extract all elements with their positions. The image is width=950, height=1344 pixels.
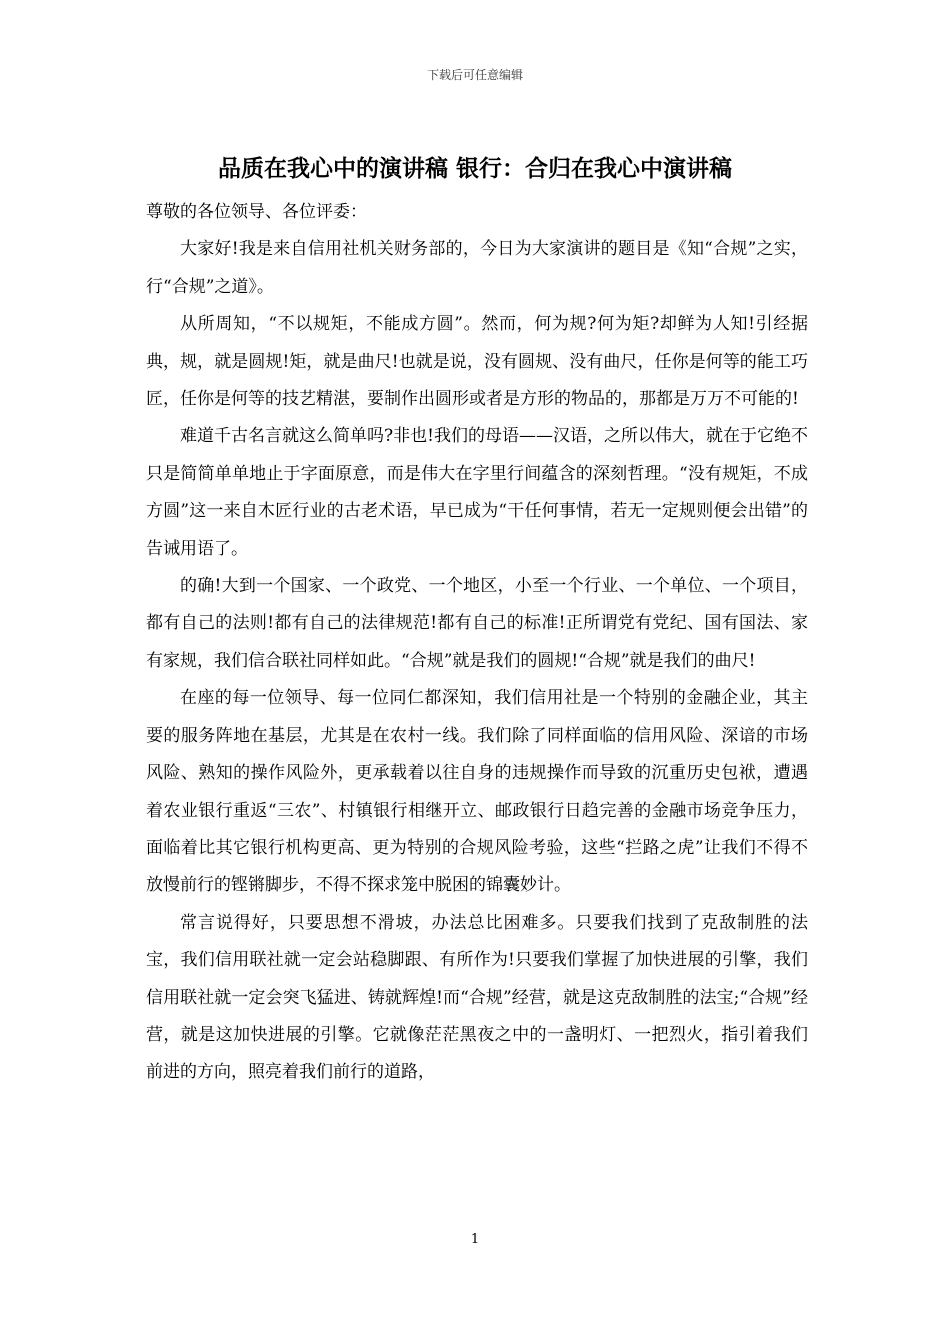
paragraph-6: 常言说得好，只要思想不滑坡，办法总比困难多。只要我们找到了克敌制胜的法宝，我们信用联社就一定会站稳脚跟、有所作为!只要我们掌握了加快进展的引擎，我们信用联社就一定会突飞猛进、铸就辉煌!而“合规”经营，就是这克敌制胜的法宝;“合规”经营，就是这加快进展的引擎。它就像茫茫黑夜之中的一盏明灯、一把烈火，指引着我们前进的方向，照亮着我们前行的道路， xyxy=(146,912,808,1083)
paragraph-2: 从所周知，“不以规矩，不能成方圆”。然而，何为规?何为矩?却鲜为人知!引经据典，规，就是圆规!矩，就是曲尺!也就是说，没有圆规、没有曲尺，任你是何等的能工巧匠，任你是何等的技艺精湛，要制作出圆形或者是方形的物品的，那都是万万不可能的! xyxy=(146,314,808,410)
document-body xyxy=(146,194,808,1092)
paragraph-5: 在座的每一位领导、每一位同仁都深知，我们信用社是一个特别的金融企业，其主要的服务阵地在基层，尤其是在农村一线。我们除了同样面临的信用风险、深谙的市场风险、熟知的操作风险外，更承载着以往自身的违规操作而导致的沉重历史包袱，遭遇着农业银行重返“三农”、村镇银行相继开立、邮政银行日趋完善的金融市场竞争压力，面临着比其它银行机构更高、更为特别的合规风险考验，这些“拦路之虎”让我们不得不放慢前行的铿锵脚步，不得不探求笼中脱困的锦囊妙计。 xyxy=(146,688,808,896)
paragraph-4: 的确!大到一个国家、一个政党、一个地区，小至一个行业、一个单位、一个项目，都有自己的法则!都有自己的法律规范!都有自己的标准!正所谓党有党纪、国有国法、家有家规，我们信合联社同样如此。“合规”就是我们的圆规!“合规”就是我们的曲尺! xyxy=(146,576,808,671)
salutation: 尊敬的各位领导、各位评委： xyxy=(146,202,367,222)
page-header-note: 下载后可任意编辑 xyxy=(426,68,523,82)
paragraph-1: 大家好!我是来自信用社机关财务部的，今日为大家演讲的题目是《知“合规”之实，行“合规”之道》。 xyxy=(146,239,808,297)
document-title: 品质在我心中的演讲稿 银行：合归在我心中演讲稿 xyxy=(217,156,732,182)
paragraph-3: 难道千古名言就这么简单吗?非也!我们的母语——汉语，之所以伟大，就在于它绝不只是简简单单地止于字面原意，而是伟大在字里行间蕴含的深刻哲理。“没有规矩，不成方圆”这一来自木匠行业的古老术语，早已成为“干任何事情，若无一定规则便会出错”的告诫用语了。 xyxy=(146,426,808,559)
page-number: 1 xyxy=(470,1232,480,1247)
